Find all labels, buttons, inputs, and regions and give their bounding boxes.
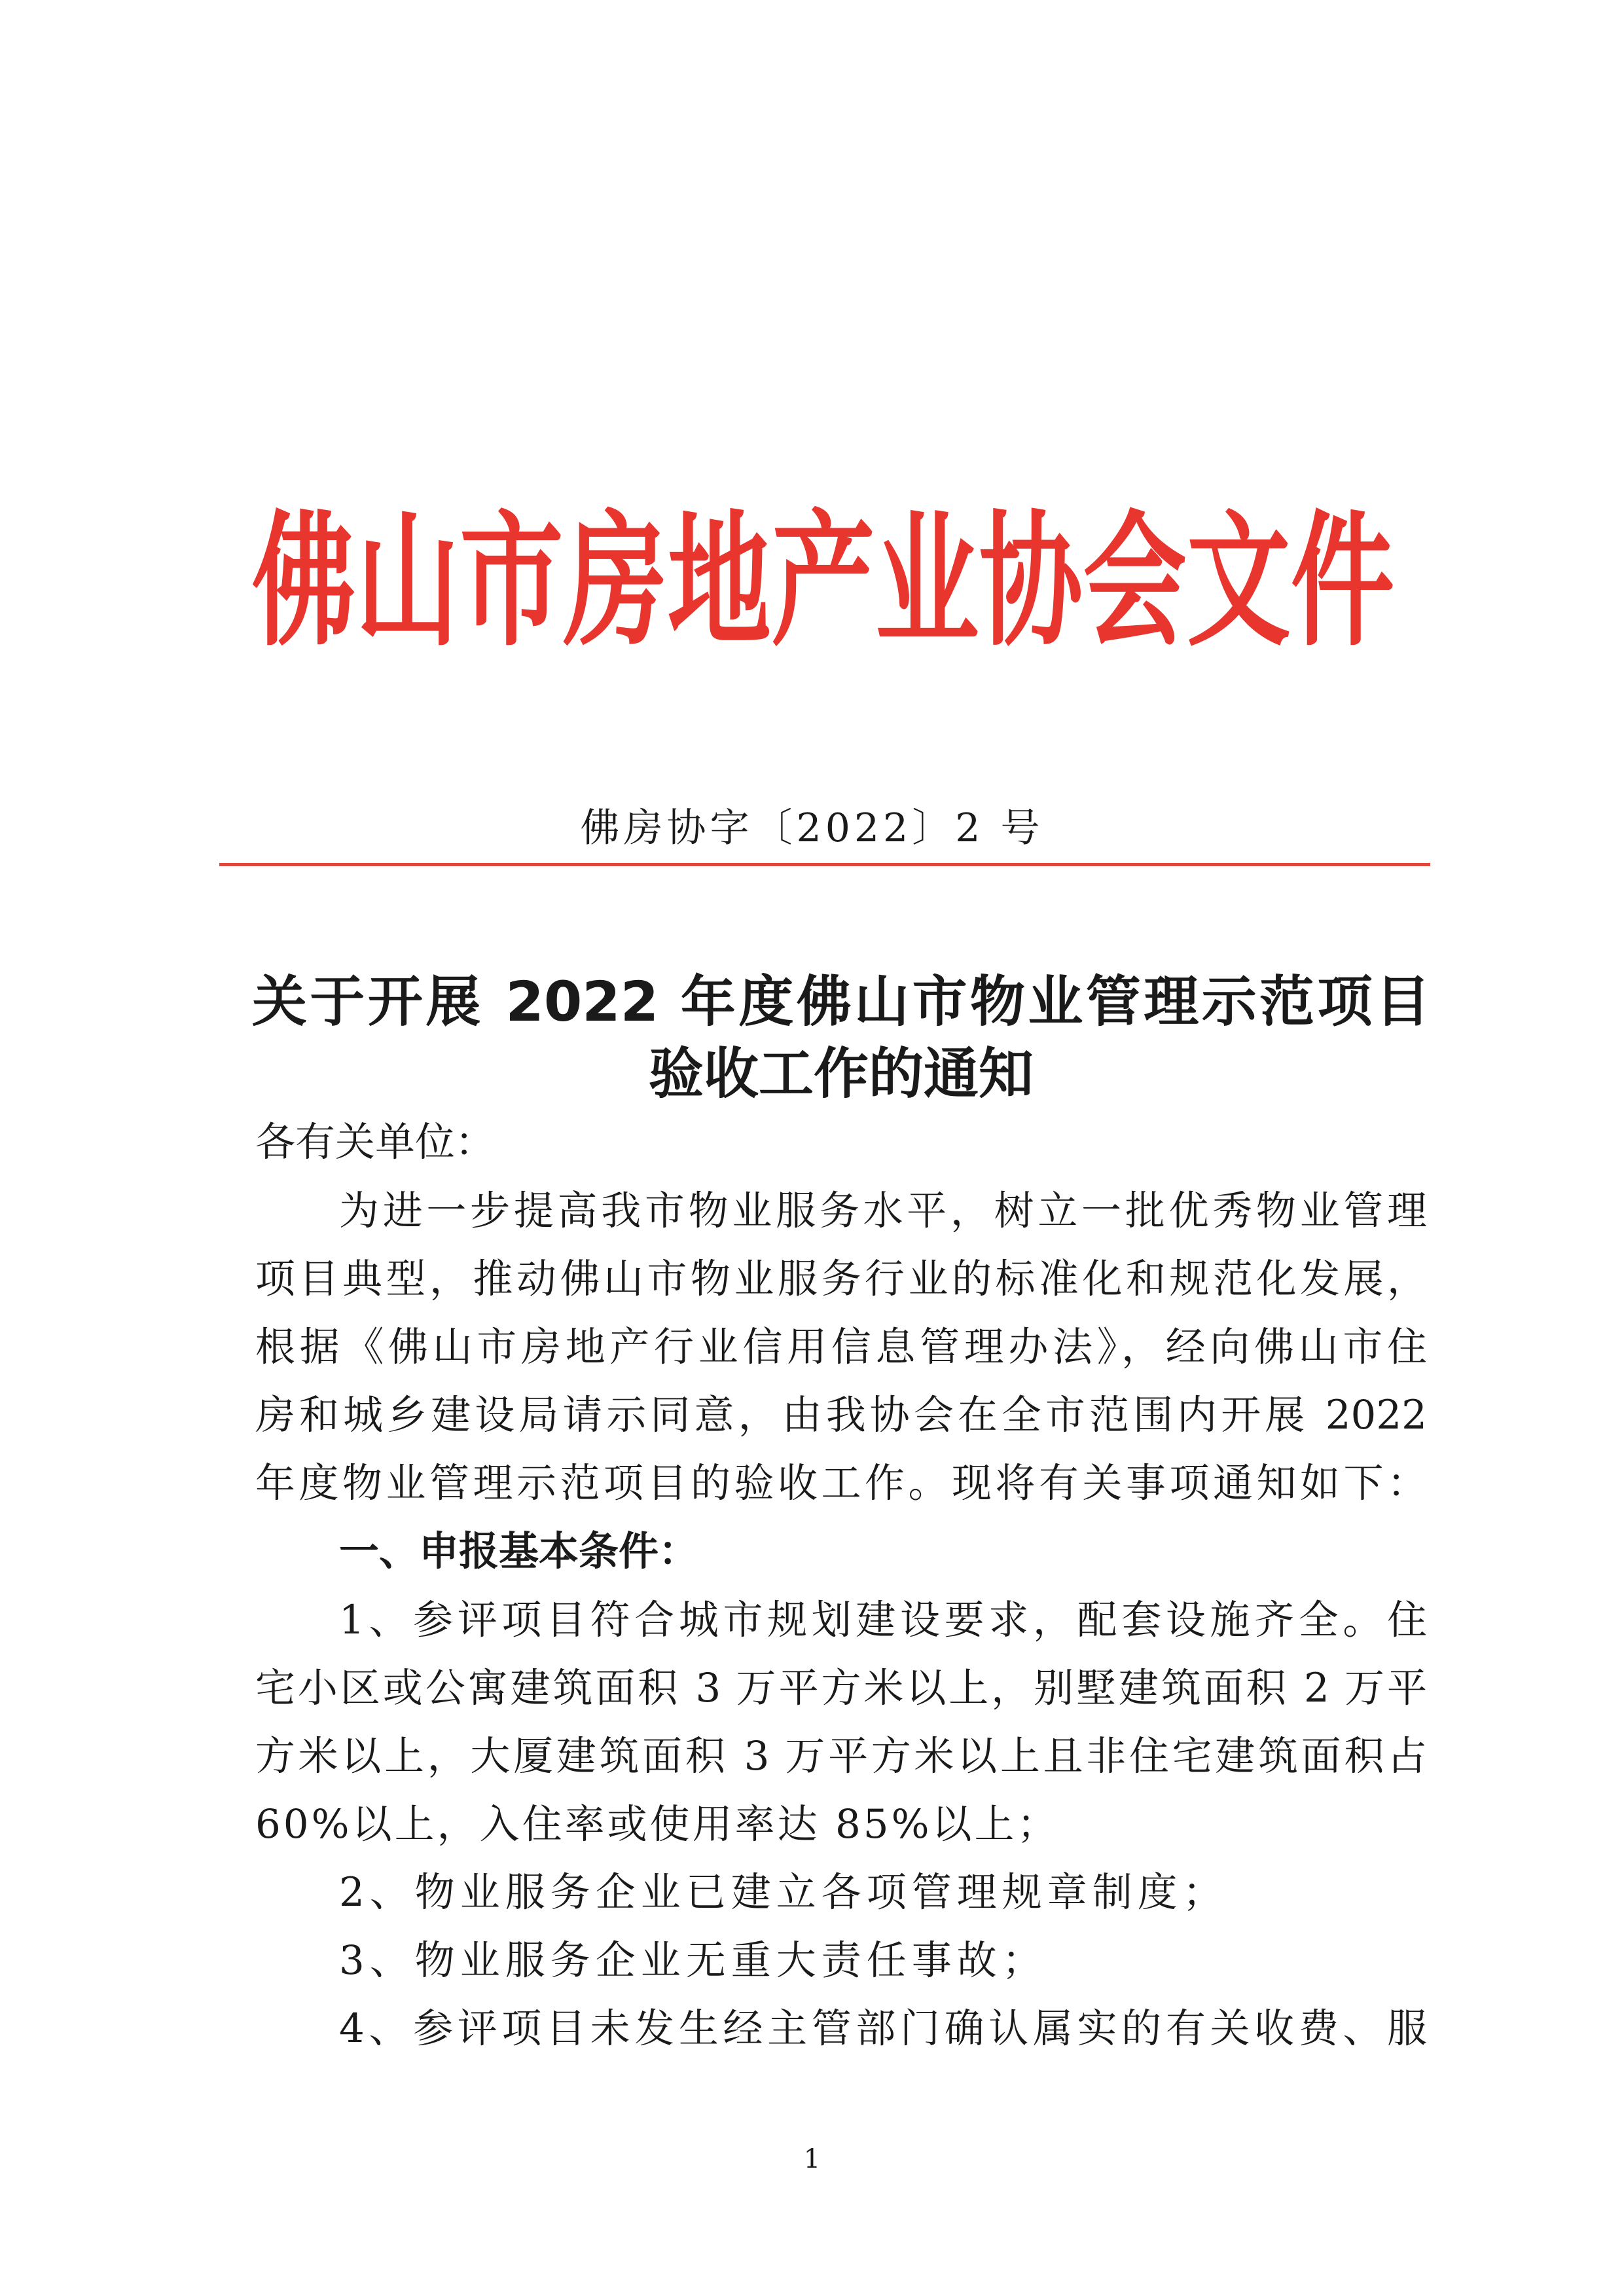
- section-heading: 一、申报基本条件：: [339, 1528, 699, 1575]
- salutation: 各有关单位：: [255, 1119, 496, 1165]
- paragraph-line: 1、参评项目符合城市规划建设要求，配套设施齐全。住: [339, 1597, 1427, 1643]
- red-divider: [219, 863, 1430, 866]
- paragraph-line: 60%以上，入住率或使用率达 85%以上；: [255, 1801, 1060, 1848]
- title-line-1: 关于开展 2022 年度佛山市物业管理示范项目: [252, 970, 1430, 1034]
- list-item: 3、物业服务企业无重大责任事故；: [339, 1937, 1047, 1984]
- document-number: 佛房协字〔2022〕2 号: [580, 805, 1044, 851]
- paragraph-line: 方米以上，大厦建筑面积 3 万平方米以上且非住宅建筑面积占: [255, 1733, 1427, 1779]
- paragraph-line: 根据《佛山市房地产行业信用信息管理办法》，经向佛山市住: [255, 1324, 1427, 1370]
- org-header: 佛山市房地产业协会文件: [252, 496, 1394, 666]
- paragraph-line: 年度物业管理示范项目的验收工作。现将有关事项通知如下：: [255, 1460, 1427, 1506]
- list-item: 2、物业服务企业已建立各项管理规章制度；: [339, 1869, 1228, 1916]
- paragraph-line: 房和城乡建设局请示同意，由我协会在全市范围内开展 2022: [255, 1392, 1427, 1438]
- paragraph-line: 宅小区或公寓建筑面积 3 万平方米以上，别墅建筑面积 2 万平: [255, 1665, 1427, 1711]
- paragraph-line: 为进一步提高我市物业服务水平，树立一批优秀物业管理: [339, 1188, 1427, 1234]
- page-number: 1: [803, 2144, 821, 2174]
- list-item: 4、参评项目未发生经主管部门确认属实的有关收费、服: [339, 2005, 1427, 2052]
- paragraph-line: 项目典型，推动佛山市物业服务行业的标准化和规范化发展，: [255, 1256, 1427, 1302]
- title-line-2: 验收工作的通知: [648, 1042, 1034, 1106]
